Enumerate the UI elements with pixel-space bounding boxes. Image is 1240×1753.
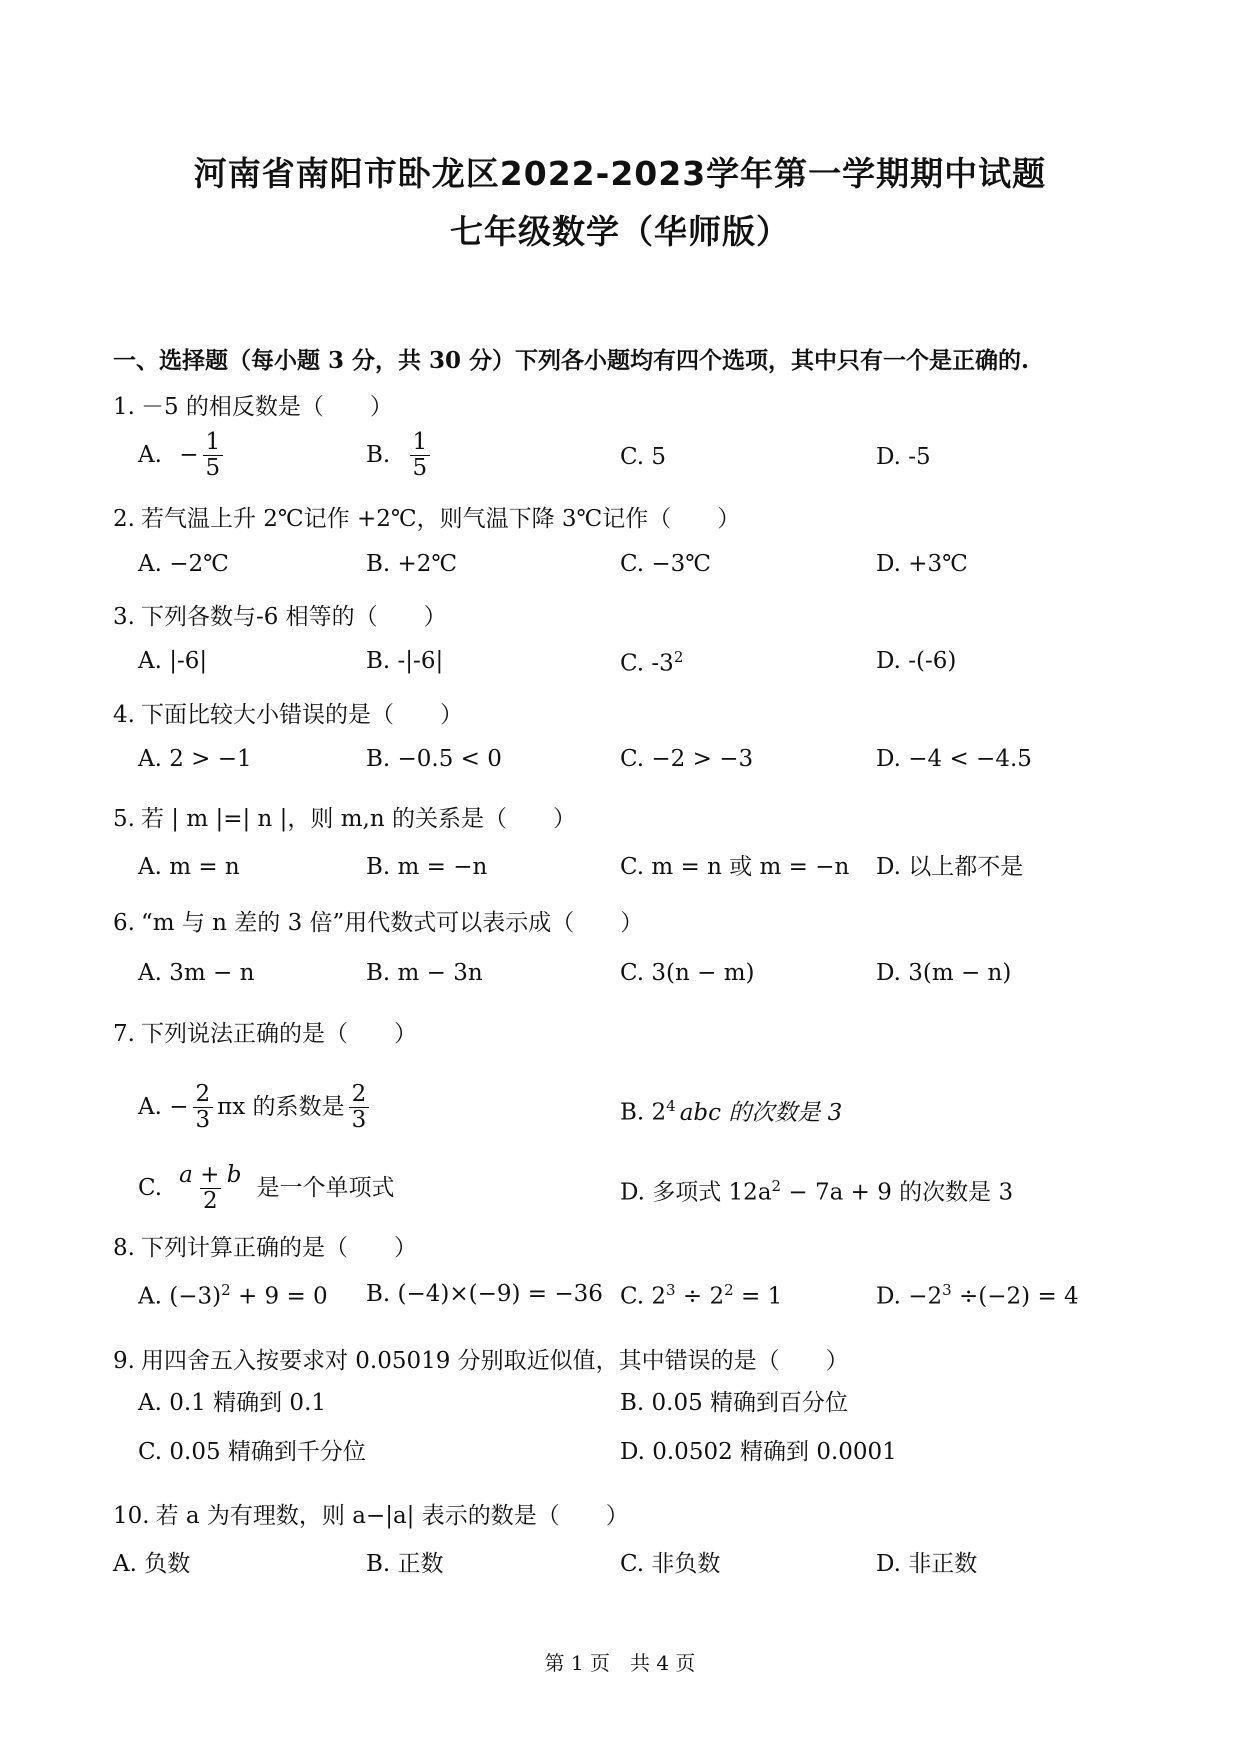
question-2 [113, 500, 740, 533]
question-number: 6. [113, 910, 135, 936]
option-label: A. (−3) [138, 1283, 222, 1310]
option-c: C. 0.05 精确到千分位 [138, 1439, 366, 1465]
question-text: 下列计算正确的是（ ） [140, 1235, 417, 1261]
section-heading: 一、选择题（每小题 3 分，共 30 分）下列各小题均有四个选项，其中只有一个是正确的. [113, 347, 1030, 374]
exponent: 2 [673, 648, 684, 666]
question-number: 4. [113, 702, 135, 728]
option-b: B. (−4)×(−9) = −36 [366, 1281, 603, 1307]
question-number: 10. [113, 1503, 150, 1529]
page-title: 河南省南阳市卧龙区2022-2023学年第一学期期中试题 [193, 154, 1047, 193]
question-number: 2. [113, 506, 135, 532]
question-number: 7. [113, 1021, 135, 1047]
option-text: = 1 [733, 1283, 783, 1310]
question-text: 若气温上升 2℃记作 +2℃，则气温下降 3℃记作（ ） [140, 506, 741, 532]
denominator: 5 [410, 455, 431, 481]
question-9 [113, 1342, 849, 1375]
option-b: B. 0.05 精确到百分位 [620, 1390, 849, 1416]
option-text: ÷ 2 [675, 1283, 725, 1310]
option-b: B. m − 3n [366, 960, 483, 986]
option-a: A. 0.1 精确到 0.1 [138, 1390, 327, 1416]
exponent: 2 [724, 1281, 734, 1299]
numerator: 2 [351, 1081, 367, 1107]
question-6 [113, 904, 643, 937]
option-label: A. [138, 441, 162, 468]
question-number: 5. [113, 806, 135, 832]
exponent: 4 [666, 1097, 676, 1115]
option-a [138, 1283, 328, 1309]
option-label: D. 多项式 12a [620, 1179, 772, 1206]
fraction [193, 1082, 214, 1134]
option-d: D. -5 [876, 444, 931, 470]
exponent: 3 [666, 1281, 676, 1299]
option-a: A. 2 > −1 [138, 746, 252, 772]
denominator: 2 [200, 1188, 221, 1214]
fraction [176, 1163, 244, 1215]
option-text: abc 的次数是 3 [679, 1099, 843, 1126]
question-number: 1. [113, 394, 135, 420]
option-a: A. − $\frac{1}{5}$ [138, 430, 227, 482]
question-text: 下面比较大小错误的是（ ） [140, 702, 463, 728]
option-a: A. 负数 [113, 1551, 191, 1577]
option-c: C. m = n 或 m = −n [620, 854, 850, 880]
question-text: 用四舍五入按要求对 0.05019 分别取近似值，其中错误的是（ ） [140, 1348, 849, 1374]
question-text: 若 a 为有理数，则 a−|a| 表示的数是（ ） [155, 1503, 629, 1529]
question-3 [113, 598, 447, 631]
option-b: B. 正数 [366, 1551, 444, 1577]
numerator: 1 [205, 429, 221, 455]
exponent: 3 [942, 1281, 952, 1299]
option-a [138, 1082, 373, 1134]
question-10 [113, 1497, 629, 1530]
option-b: B. -|-6| [366, 648, 444, 674]
question-number: 3. [113, 604, 135, 630]
option-text: 是一个单项式 [256, 1174, 395, 1201]
option-a: A. 3m − n [138, 960, 255, 986]
option-a: A. m = n [138, 854, 240, 880]
option-label: B. 2 [620, 1099, 667, 1126]
option-c: C. 3(n − m) [620, 960, 755, 986]
question-8 [113, 1229, 417, 1262]
option-d: D. −4 < −4.5 [876, 746, 1032, 772]
option-label: C. [138, 1174, 163, 1201]
option-text: + 9 = 0 [230, 1283, 328, 1310]
option-text: πx 的系数是 [217, 1093, 345, 1120]
denominator: 3 [193, 1107, 214, 1133]
question-1 [113, 388, 393, 421]
option-d: D. 以上都不是 [876, 854, 1024, 880]
option-c [620, 1283, 782, 1309]
question-number: 9. [113, 1348, 135, 1374]
question-5 [113, 800, 576, 833]
option-b: B. −0.5 < 0 [366, 746, 502, 772]
option-a: A. |-6| [138, 648, 208, 674]
question-4 [113, 696, 463, 729]
option-text: ÷(−2) = 4 [951, 1283, 1079, 1310]
denominator: 3 [349, 1107, 370, 1133]
option-label: C. 2 [620, 1283, 667, 1310]
question-number: 8. [113, 1235, 135, 1261]
numerator: 2 [195, 1081, 211, 1107]
page-subtitle: 七年级数学（华师版） [450, 212, 790, 251]
option-d: D. 0.0502 精确到 0.0001 [620, 1439, 897, 1465]
option-c: C. −2 > −3 [620, 746, 754, 772]
option-text: − 7a + 9 的次数是 3 [781, 1179, 1014, 1206]
option-c: C. −3℃ [620, 551, 712, 577]
option-c [620, 650, 683, 676]
question-text: 下列各数与-6 相等的（ ） [140, 604, 447, 630]
option-text: C. -3 [620, 650, 674, 677]
numerator: 1 [412, 429, 428, 455]
option-b [620, 1099, 842, 1125]
option-label: D. −2 [876, 1283, 943, 1310]
option-d [876, 1283, 1079, 1309]
question-text: －5 的相反数是（ ） [140, 394, 393, 420]
denominator: 5 [203, 455, 224, 481]
option-d: D. 非正数 [876, 1551, 978, 1577]
numerator: a + b [179, 1162, 242, 1188]
option-d: D. +3℃ [876, 551, 968, 577]
question-7 [113, 1015, 417, 1048]
option-d [620, 1179, 1013, 1205]
option-d: D. 3(m − n) [876, 960, 1012, 986]
question-text: “m 与 n 差的 3 倍”用代数式可以表示成（ ） [140, 910, 644, 936]
fraction [349, 1082, 370, 1134]
fraction [203, 430, 224, 482]
option-a: A. −2℃ [138, 551, 229, 577]
exponent: 2 [771, 1177, 782, 1195]
option-label: B. [366, 441, 391, 468]
page-footer: 第 1 页 共 4 页 [544, 1651, 696, 1675]
fraction [410, 430, 431, 482]
option-label: A. − [138, 1093, 189, 1120]
question-text: 若 | m |=| n |，则 m,n 的关系是（ ） [140, 806, 576, 832]
option-c [138, 1163, 394, 1215]
option-b: B. m = −n [366, 854, 488, 880]
option-c: C. 5 [620, 444, 667, 470]
exponent: 2 [221, 1281, 231, 1299]
option-c: C. 非负数 [620, 1551, 721, 1577]
question-text: 下列说法正确的是（ ） [140, 1021, 417, 1047]
option-d: D. -(-6) [876, 648, 957, 674]
option-b: B. +2℃ [366, 551, 458, 577]
option-b [366, 430, 434, 482]
